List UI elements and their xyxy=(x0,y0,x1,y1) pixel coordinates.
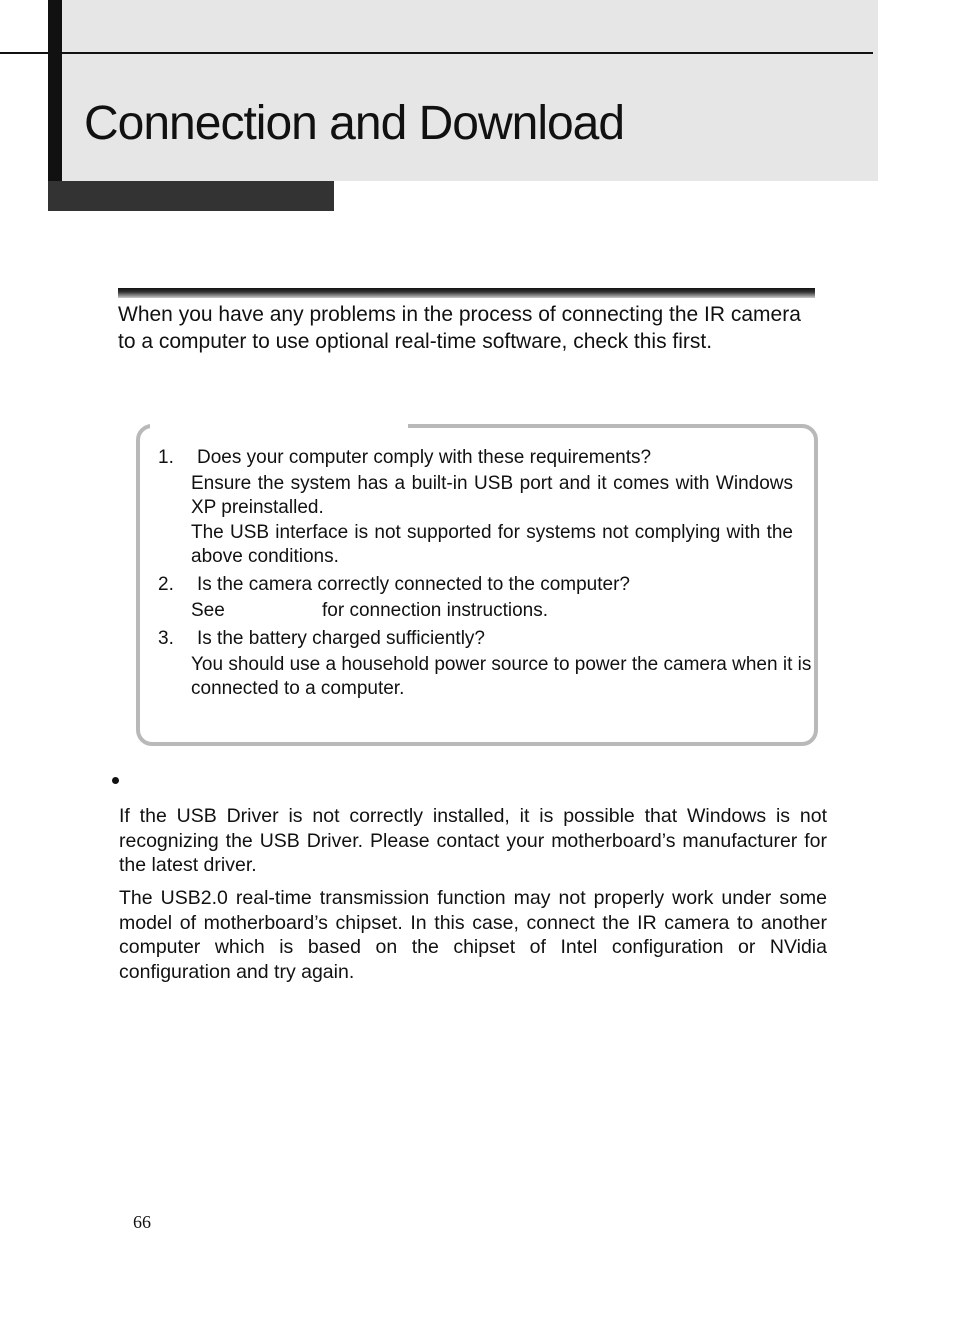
checklist-number: 2. xyxy=(158,574,174,595)
header-tab xyxy=(48,181,334,211)
checklist-question: Is the camera correctly connected to the computer? xyxy=(197,574,630,595)
note-paragraph: The USB2.0 real-time transmission function may not properly work under some model of motherboard’s chipset. In this case, connect the IR camera to another computer which is based on the chipset of Intel configuration or NVidia configuration and try again. xyxy=(119,887,827,983)
header-band xyxy=(48,0,878,181)
intro-rule xyxy=(118,288,815,298)
checklist-detail: The USB interface is not supported for systems not complying with the above conditions. xyxy=(191,522,793,567)
checklist-question: Is the battery charged sufficiently? xyxy=(197,628,485,649)
checklist-question: Does your computer comply with these requirements? xyxy=(197,447,652,468)
note-paragraph: If the USB Driver is not correctly installed, it is possible that Windows is not recognizing the USB Driver. Please contact your motherboard’s manufacturer for the latest driver. xyxy=(119,805,827,876)
checklist-number: 1. xyxy=(158,447,174,468)
checklist-see-word: See xyxy=(191,600,225,621)
page-title: Connection and Download xyxy=(84,97,625,150)
checklist-see-rest: for connection instructions. xyxy=(322,600,549,621)
bullet-icon xyxy=(112,777,119,784)
checklist-box-gap xyxy=(150,420,408,432)
intro-text: When you have any problems in the process of connecting the IR camera to a computer to use optional real-time software, check this first. xyxy=(118,303,801,353)
header-rule xyxy=(0,52,873,54)
checklist-detail: Ensure the system has a built-in USB port and it comes with Windows XP preinstalled. xyxy=(191,473,793,518)
checklist-detail: You should use a household power source to power the camera when it is connected to a computer. xyxy=(191,654,812,699)
checklist-number: 3. xyxy=(158,628,174,649)
header-accent-bar xyxy=(48,0,62,181)
page-number: 66 xyxy=(133,1212,151,1232)
